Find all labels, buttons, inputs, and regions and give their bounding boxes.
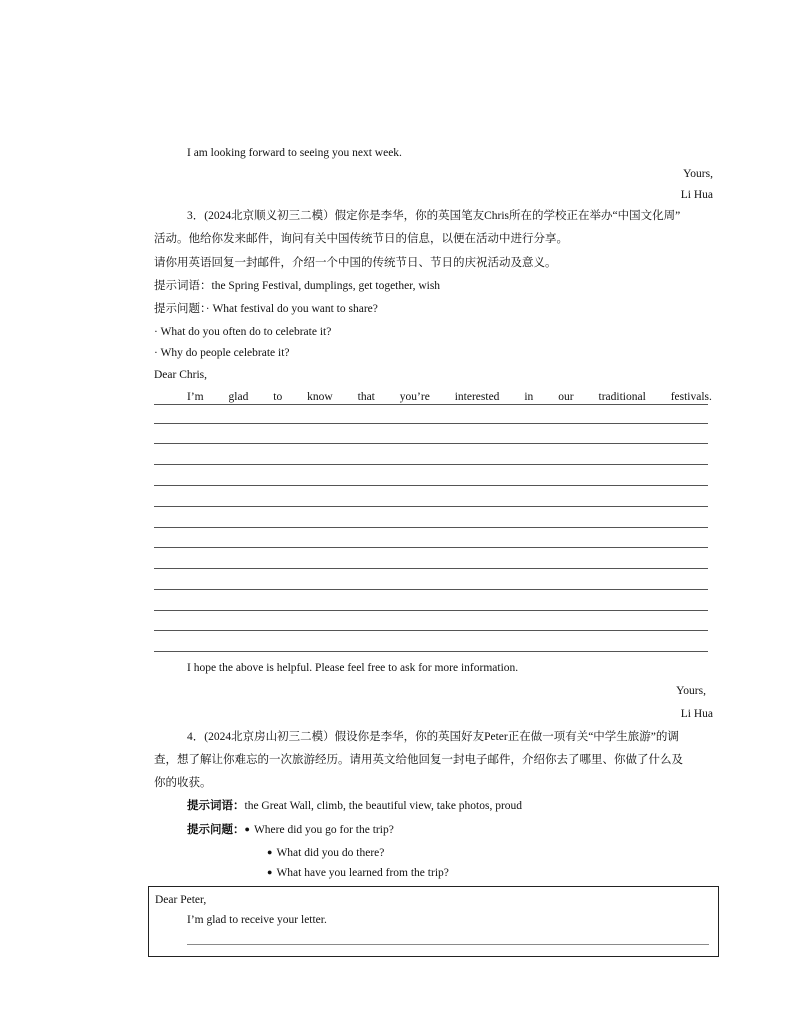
q4-hint-question-3	[267, 864, 449, 881]
q3-prompt-line-3: 请你用英语回复一封邮件，介绍一个中国的传统节日、节日的庆祝活动及意义。	[154, 257, 557, 269]
opening-word: traditional	[598, 391, 646, 403]
writing-line[interactable]	[154, 630, 708, 631]
hint-question-text: What have you learned from the trip?	[276, 867, 449, 879]
q4-hint-words	[187, 798, 522, 814]
q3-greeting: Dear Chris,	[154, 369, 208, 381]
writing-line[interactable]	[154, 527, 708, 528]
hint-question-text: What did you do there?	[276, 847, 385, 859]
q3-opening-sentence	[187, 389, 712, 405]
q3-hint-question-1: 提示问题：· What festival do you want to share?	[154, 303, 378, 315]
writing-line[interactable]	[154, 485, 708, 486]
writing-line[interactable]	[154, 610, 708, 611]
opening-word: in	[524, 391, 534, 403]
hint-words-label: 提示词语：	[187, 800, 245, 812]
sign-off: Yours,	[683, 168, 713, 180]
letter-closing-line: I am looking forward to seeing you next week.	[187, 147, 402, 159]
writing-line[interactable]	[154, 547, 708, 548]
writing-line[interactable]	[154, 651, 708, 652]
q4-prompt-line-3: 你的收获。	[154, 777, 212, 789]
q4-prompt-line-2: 查，想了解让你难忘的一次旅游经历。请用英文给他回复一封电子邮件，介绍你去了哪里、你做了什么及	[154, 754, 683, 766]
hint-words-text: the Great Wall, climb, the beautiful view, take photos, proud	[244, 800, 523, 812]
writing-line[interactable]	[154, 404, 708, 405]
q3-prompt-line-2: 活动。他给你发来邮件，询问有关中国传统节日的信息，以便在活动中进行分享。	[154, 233, 568, 245]
opening-word: festivals.	[670, 391, 712, 403]
bullet-icon: ●	[267, 867, 273, 877]
q4-prompt-line-1: 4．(2024北京房山初三二模）假设你是李华，你的英国好友Peter正在做一项有关“中学生旅游”的调	[187, 731, 679, 743]
opening-word: interested	[454, 391, 500, 403]
hint-question-text: Where did you go for the trip?	[253, 824, 394, 836]
writing-line[interactable]	[154, 589, 708, 590]
writing-line[interactable]	[154, 506, 708, 507]
q3-sign-off: Yours,	[676, 685, 706, 697]
writing-line[interactable]	[187, 944, 709, 945]
signature-name: Li Hua	[680, 189, 713, 201]
opening-word: I’m	[187, 391, 204, 403]
opening-word: to	[273, 391, 283, 403]
writing-line[interactable]	[154, 423, 708, 424]
q3-signature-name: Li Hua	[680, 708, 713, 720]
q4-opening: I’m glad to receive your letter.	[187, 914, 327, 926]
q4-greeting: Dear Peter,	[155, 894, 207, 906]
q4-hint-question-1	[187, 821, 394, 838]
q3-prompt-line-1: 3．(2024北京顺义初三二模）假定你是李华，你的英国笔友Chris所在的学校正在举办“中国文化周”	[187, 210, 681, 222]
opening-word: you’re	[399, 391, 430, 403]
opening-word: our	[558, 391, 574, 403]
q3-hint-question-3: · Why do people celebrate it?	[154, 347, 290, 359]
hint-questions-label: 提示问题：	[187, 824, 245, 836]
opening-word: glad	[228, 391, 249, 403]
q3-closing-line: I hope the above is helpful. Please feel free to ask for more information.	[187, 662, 519, 674]
q3-hint-words: 提示词语：the Spring Festival, dumplings, get together, wish	[154, 280, 441, 292]
q4-hint-question-2	[267, 844, 384, 861]
bullet-icon: ●	[244, 824, 250, 834]
writing-line[interactable]	[154, 443, 708, 444]
q4-answer-box	[148, 886, 719, 957]
writing-line[interactable]	[154, 568, 708, 569]
writing-line[interactable]	[154, 464, 708, 465]
opening-word: that	[357, 391, 375, 403]
bullet-icon: ●	[267, 847, 273, 857]
opening-word: know	[307, 391, 333, 403]
q3-hint-question-2: · What do you often do to celebrate it?	[154, 326, 332, 338]
